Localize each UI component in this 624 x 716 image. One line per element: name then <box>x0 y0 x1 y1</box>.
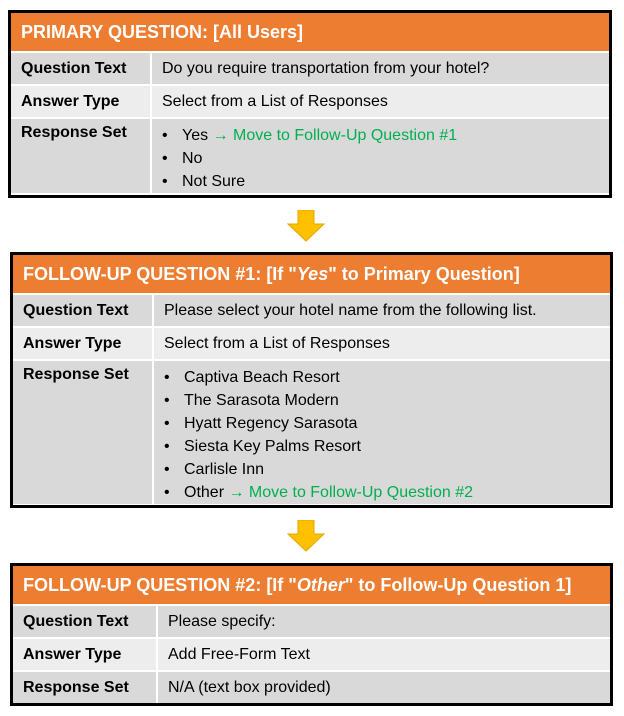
question-text-value: Please select your hotel name from the following list. <box>153 295 610 327</box>
title-prefix: FOLLOW-UP QUESTION #1: [If " <box>23 264 297 284</box>
list-item <box>164 481 610 504</box>
response-set-row <box>11 118 609 193</box>
answer-type-value: Select from a List of Responses <box>151 85 609 118</box>
followup-question-2-card <box>10 563 613 706</box>
response-set-row <box>13 360 610 504</box>
response-text: Hyatt Regency Sarasota <box>184 415 358 432</box>
answer-type-value: Select from a List of Responses <box>153 327 610 360</box>
question-text-value: Please specify: <box>157 606 610 638</box>
down-arrow-icon <box>286 210 326 242</box>
response-text: Yes <box>182 127 209 144</box>
title-suffix: " to Primary Question] <box>328 264 520 284</box>
answer-type-row <box>13 638 610 671</box>
primary-question-title: PRIMARY QUESTION: [All Users] <box>11 13 609 53</box>
response-set-value: N/A (text box provided) <box>157 671 610 703</box>
answer-type-value: Add Free-Form Text <box>157 638 610 671</box>
list-item <box>164 412 610 435</box>
response-list <box>164 366 610 504</box>
list-item <box>162 170 609 193</box>
response-list <box>162 124 609 193</box>
answer-type-label: Answer Type <box>13 638 157 671</box>
answer-type-row <box>13 327 610 360</box>
response-text: No <box>182 150 203 167</box>
response-set-label: Response Set <box>11 118 151 193</box>
right-arrow-icon: → <box>228 484 245 501</box>
response-text: Siesta Key Palms Resort <box>184 438 361 455</box>
response-text: The Sarasota Modern <box>184 392 339 409</box>
response-action: Move to Follow-Up Question #2 <box>248 484 474 501</box>
answer-type-row <box>11 85 609 118</box>
question-text-row <box>11 53 609 85</box>
response-text: Carlisle Inn <box>184 461 265 478</box>
response-set-label: Response Set <box>13 671 157 703</box>
response-set-row <box>13 671 610 703</box>
response-set-list-cell <box>153 360 610 504</box>
primary-question-table <box>11 53 609 193</box>
question-text-label: Question Text <box>13 606 157 638</box>
list-item <box>164 458 610 481</box>
list-item <box>164 389 610 412</box>
answer-type-label: Answer Type <box>11 85 151 118</box>
title-suffix: " to Follow-Up Question 1] <box>344 575 572 595</box>
question-text-row <box>13 295 610 327</box>
list-item <box>164 435 610 458</box>
question-text-value: Do you require transportation from your hotel? <box>151 53 609 85</box>
title-condition: Other <box>296 575 345 595</box>
down-arrow-icon <box>286 520 326 552</box>
list-item <box>162 147 609 170</box>
response-action: Move to Follow-Up Question #1 <box>233 127 458 144</box>
right-arrow-icon: → <box>212 127 229 144</box>
response-set-list-cell <box>151 118 609 193</box>
list-item <box>162 124 609 147</box>
followup-question-1-table <box>13 295 610 504</box>
response-text: Captiva Beach Resort <box>184 369 340 386</box>
followup-question-2-title <box>13 566 610 606</box>
title-prefix: FOLLOW-UP QUESTION #2: [If " <box>23 575 297 595</box>
question-text-row <box>13 606 610 638</box>
response-set-label: Response Set <box>13 360 153 504</box>
response-text: Other <box>184 484 225 501</box>
question-text-label: Question Text <box>11 53 151 85</box>
followup-question-1-title <box>13 255 610 295</box>
primary-question-card <box>8 10 612 198</box>
answer-type-label: Answer Type <box>13 327 153 360</box>
followup-question-1-card <box>10 252 613 508</box>
response-text: Not Sure <box>182 173 246 190</box>
list-item <box>164 366 610 389</box>
question-text-label: Question Text <box>13 295 153 327</box>
followup-question-2-table <box>13 606 610 703</box>
title-condition: Yes <box>296 264 329 284</box>
